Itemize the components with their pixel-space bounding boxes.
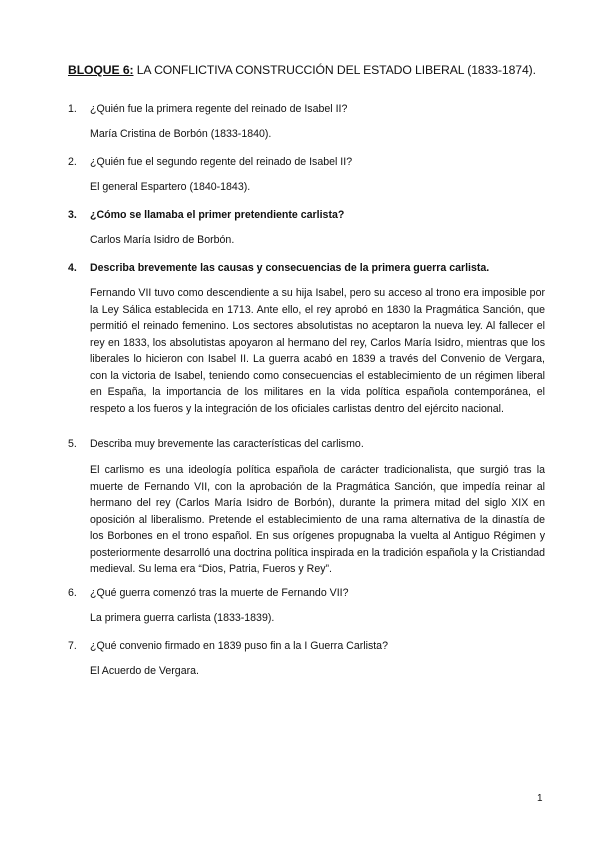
question-text: Describa brevemente las causas y consecuencias de la primera guerra carlista.	[90, 262, 490, 274]
question-number: 4.	[68, 262, 77, 274]
question-text: ¿Cómo se llamaba el primer pretendiente carlista?	[90, 209, 345, 221]
question-number: 2.	[68, 156, 77, 168]
question-2	[68, 154, 352, 170]
title-rest: LA CONFLICTIVA CONSTRUCCIÓN DEL ESTADO LIBERAL (1833-1874).	[133, 63, 536, 77]
question-text: ¿Quién fue la primera regente del reinado de Isabel II?	[90, 103, 348, 115]
question-number: 1.	[68, 103, 77, 115]
document-title	[68, 63, 548, 77]
question-number: 3.	[68, 209, 77, 221]
question-text: ¿Qué guerra comenzó tras la muerte de Fernando VII?	[90, 587, 349, 599]
question-text: ¿Qué convenio firmado en 1839 puso fin a la I Guerra Carlista?	[90, 640, 388, 652]
answer-4: Fernando VII tuvo como descendiente a su hija Isabel, pero su acceso al trono era imposible por la Ley Sálica establecida en 1713. Ante ello, el rey aprobó en 1830 la Pragmática Sanción, que permitió el reinado femenino. Los sectores absolutistas no aceptaron la nueva ley. Al fallecer el rey en 1833, los absolutistas apoyaron al hermano del rey, Carlos María Isidro, mientras que los liberales lo hicieron con Isabel II. La guerra acabó en 1839 a través del Convenio de Vergara, con la victoria de Isabel, teniendo como consecuencias el establecimiento de un régimen liberal en España, la importancia de los militares en la vida política española contemporánea, el respeto a los fueros y la integración de los oficiales carlistas dentro del ejército nacional.	[90, 287, 545, 415]
answer-3: Carlos María Isidro de Borbón.	[90, 234, 235, 246]
page-number: 1	[537, 793, 543, 804]
question-number: 6.	[68, 587, 77, 599]
question-6	[68, 585, 349, 601]
answer-1: María Cristina de Borbón (1833-1840).	[90, 128, 272, 140]
question-7	[68, 638, 388, 654]
answer-5: El carlismo es una ideología política española de carácter tradicionalista, que surgió tras la muerte de Fernando VII, con la aprobación de la Pragmática Sanción, que impedía reinar al hermano del rey (Carlos María Isidro de Borbón), durante la primera mitad del siglo XIX en oposición al liberalismo. Pretende el establecimiento de una rama alternativa de la dinastía de los Borbones en el trono español. En sus orígenes propugnaba la vuelta al Antiguo Régimen y posteriormente desarrolló una doctrina política inspirada en la tradición española y la Cristiandad medieval. Su lema era “Dios, Patria, Fueros y Rey”.	[90, 464, 545, 576]
question-number: 7.	[68, 640, 77, 652]
question-4	[68, 260, 489, 276]
title-lead: BLOQUE 6:	[68, 63, 134, 77]
question-text: ¿Quién fue el segundo regente del reinado de Isabel II?	[90, 156, 353, 168]
question-1	[68, 101, 347, 117]
question-3	[68, 207, 344, 223]
answer-6: La primera guerra carlista (1833-1839).	[90, 612, 275, 624]
question-5	[68, 436, 364, 452]
question-text: Describa muy brevemente las características del carlismo.	[90, 438, 364, 450]
answer-2: El general Espartero (1840-1843).	[90, 181, 251, 193]
answer-7: El Acuerdo de Vergara.	[90, 665, 199, 677]
question-number: 5.	[68, 438, 77, 450]
